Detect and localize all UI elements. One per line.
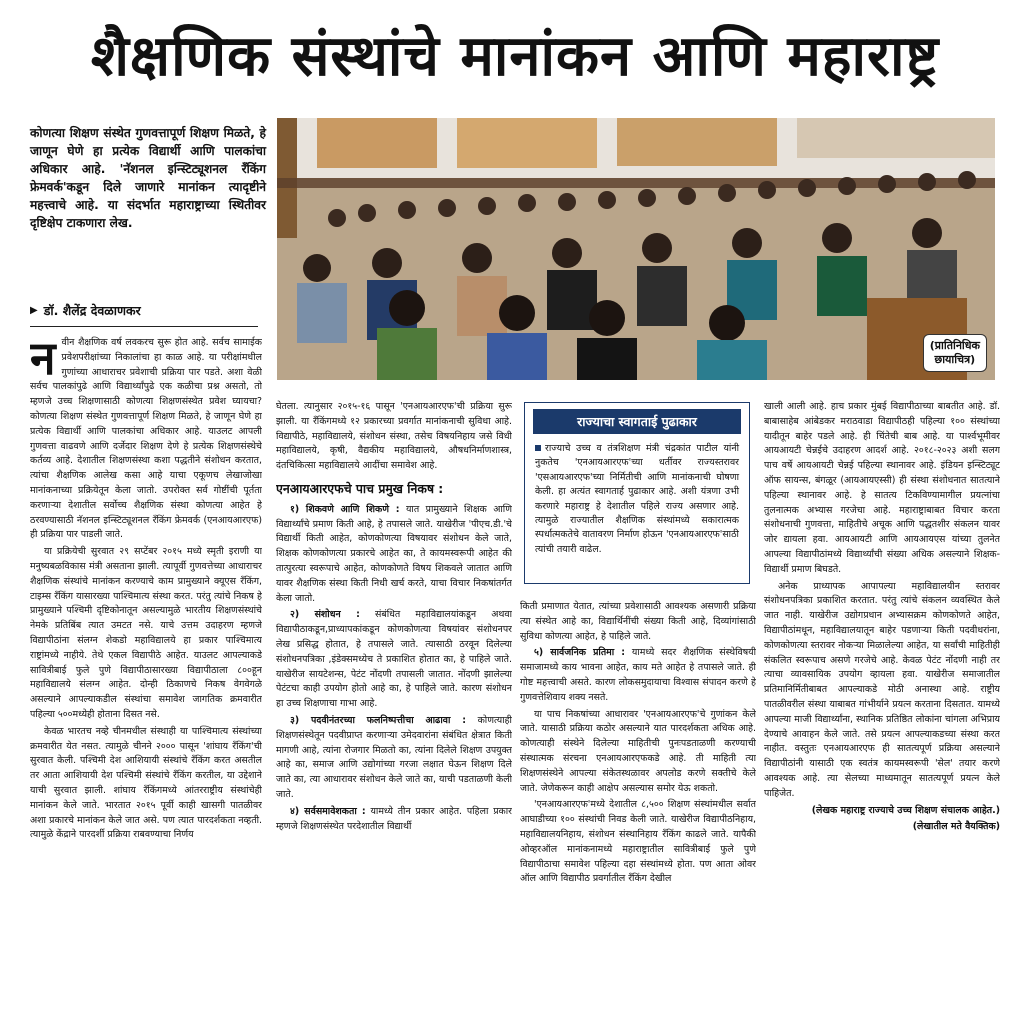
criteria-item-title: ५) सार्वजनिक प्रतिमा :	[534, 647, 626, 659]
author-name: डॉ. शैलेंद्र देवळाणकर	[43, 303, 141, 318]
criteria-item	[276, 503, 512, 607]
standfirst: कोणत्या शिक्षण संस्थेत गुणवत्तापूर्ण शिक्षण मिळते, हे जाणून घेणे हा प्रत्येक विद्यार्थी आणि पालकांचा अधिकार आहे. 'नॅशनल इन्स्टिट्यूशनल रँकिंग फ्रेमवर्क'कडून दिले जाणारे मानांकन त्यादृष्टीने महत्त्वाचे आहे. या संदर्भात महाराष्ट्राच्या स्थितीवर दृष्टिक्षेप टाकणारा लेख.	[30, 126, 266, 230]
sidebar-box	[524, 402, 750, 584]
criteria-item-title: ३) पदवीनंतरच्या फलनिष्पत्तीचा आढावा :	[290, 714, 467, 726]
disclaimer-note: (लेखातील मते वैयक्तिक)	[912, 821, 1000, 833]
author-note: (लेखक महाराष्ट्र राज्याचे उच्च शिक्षण संचालक आहेत.)	[811, 804, 1000, 816]
paragraph-text: वीन शैक्षणिक वर्ष लवकरच सुरू होत आहे. सर्वच सामाईक प्रवेशपरीक्षांच्या निकालांचा हा काळ आहे. या परीक्षांमधील गुणांच्या आधाराचर प्रवेशाची प्रक्रिया पार पडते. अशा वेळी सर्वच पालकांपुढे आणि विद्यार्थ्यांपुढे एक कळीचा प्रश्न असतो, तो म्हणजे उच्च शिक्षणासाठी कोणत्या शिक्षणसंस्थेत प्रवेश घ्यायचा? कोणत्या शिक्षण संस्थेत गुणवत्तापूर्ण शिक्षण मिळते, हे जाणून घेणे हा प्रत्येक विद्यार्थी आणि पालकांचा अधिकार आहे. याउलट आपली गुणवत्ता वाढवणे आणि दर्जेदार शिक्षण देणे हे प्रत्येक शिक्षणसंस्थेचे कर्तव्य आहे. देशातील शिक्षणसंस्था कशा पद्धतीने संशोधन करतात, त्यांचा शैक्षणिक आलेख कसा आहे याचा एकूणच लेखाजोखा मानांकनाच्या प्रक्रियेतून केला जातो. उपरोक्त सर्व गोष्टींची पूर्तता करणाऱ्या देशातील सर्वोच्च शैक्षणिक संस्था कोणत्या आहेत हे ठरवण्यासाठी नॅशनल इन्स्टिट्यूशनल रँकिंग फ्रेमवर्क (एनआयआरएफ) ही प्रक्रिया पार पाडली जाते.	[30, 337, 262, 541]
criteria-item-text: संबंधित महाविद्यालयांकडून अथवा विद्यापीठाकडून,प्राध्यापकांकडून कोणकोणत्या विषयांवर संशोधनपर लेख प्रसिद्ध होतात, हे तपासले जाते. त्यासाठी ठरवून दिलेल्या संशोधनपत्रिका ,इंडेक्समध्येच ते प्रकाशित होतात का, हे पाहिले जाते. याखेरीज सायटेशन्स, पेटंट नोंदणी तपासली जातात. नोंदणी झालेल्या पेटंटचा काही उपयोग होतो आहे का, हे पाहिले जाते. कारण संशोधन हा उच्च शिक्षणाचा गाभा आहे.	[276, 609, 512, 710]
criteria-item	[276, 608, 512, 712]
headline: शैक्षणिक संस्थांचे मानांकन आणि महाराष्ट्र	[90, 24, 940, 89]
paragraph: 'एनआयआरएफ'मध्ये देशातील ८,५०० शिक्षण संस्थांमधील सर्वात आघाडीच्या १०० संस्थांची निवड केली जाते. याखेरीज विद्यापीठनिहाय, महाविद्यालयनिहाय, संशोधन संस्थानिहाय रँकिंग काढले जाते. यापैकी ओव्हरऑल मानांकनामध्ये महाराष्ट्रातील सावित्रीबाई फुले पुणे विद्यापीठाचा समावेश पहिल्या दहा संस्थांमध्ये होता. पण आता ओवर ऑल आणि विद्यापीठ प्रवर्गातील रँकिंग देखील	[520, 799, 756, 885]
criteria-item-title: १) शिकवणे आणि शिकणे :	[290, 503, 400, 515]
criteria-item-text: यामध्ये तीन प्रकार आहेत. पहिला प्रकार म्हणजे शिक्षणसंस्थेत परदेशातील विद्यार्थी	[276, 805, 512, 832]
paragraph: घेतला. त्यानुसार २०१५-१६ पासून 'एनआयआरएफ'ची प्रक्रिया सुरू झाली. या रँकिंगमध्ये १२ प्रकारच्या प्रवर्गात मानांकनाची सुविधा आहे. विद्यापीठे, महाविद्यालये, संशोधन संस्था, तसेच विषयनिहाय जसे विधी महाविद्यालये, कृषी, वैद्यकीय महाविद्यालये, औषधनिर्माणशास्त्र, दंतचिकित्सा महाविद्यालये आदींचा समावेश आहे.	[276, 401, 512, 472]
criteria-item-text: कोणत्याही शिक्षणसंस्थेतून पदवीप्राप्त करणाऱ्या उमेदवारांना संबंधित क्षेत्रात किती मागणी आहे, त्यांना रोजगार मिळतो का, त्यांना दिलेले शिक्षण उपयुक्त आहे का, समाज आणि उद्योगांच्या गरजा लक्षात घेऊन शिक्षण दिले जाते का, त्या आधारावर संशोधन केले जाते का, याची पडताळणी केली जाते.	[276, 714, 512, 800]
paragraph: केवळ भारतच नव्हे चीनमधील संस्थाही या पाश्चिमात्य संस्थांच्या क्रमवारीत येत नसत. त्यामुळे चीनने २००० पासून 'शांघाय रँकिंग'ची सुरवात केली. पश्चिमी देश आशियायी संस्थांचे रँकिंग करत असतील तर आता आशियायी देश पश्चिमी संस्थांचे रँकिंग करतील, या उद्देशाने याची सुरवात झाली. शांघाय रँकिंगमध्ये आंतरराष्ट्रीय संस्थांचेही मानांकन केले जाते. भारतात २०१५ पूर्वी काही खासगी पातळीवर अशा प्रकारचे मानांकन केले जात असे. पण त्यात पारदर्शकता नव्हती. त्यामुळे केंद्राने पारदर्शी प्रक्रिया राबवण्याचा निर्णय	[30, 725, 262, 841]
subhead-criteria: एनआयआरएफचे पाच प्रमुख निकष :	[276, 480, 444, 496]
photo	[277, 118, 995, 380]
paragraph: अनेक प्राध्यापक आपापल्या महाविद्यालयीन स्तरावर संशोधनपत्रिका प्रकाशित करतात. परंतु त्यांचे संकलन व्यवस्थित केले जात नाही. याखेरीज उद्योगप्रधान अभ्यासक्रम कोणकोणते आहेत, विद्यापीठांमधून, महाविद्यालयातून बाहेर पडणाऱ्या किती पदवीधरांना, कोणकोणत्या स्तरावर नोकऱ्या मिळालेल्या आहेत, या सर्वांची माहितीही संकलित स्वरूपाच असणे गरजेचे आहे. केवळ पेटंट नोंदणी नाही तर त्याचा व्यावसायिक उपयोग व्हायला हवा. याखेरीज समाजातील प्रतिमानिर्मितीबाबत आपल्याकडे मोठी अनास्था आहे. राष्ट्रीय पातळीवरील संस्था याबाबत गांभीर्याने प्रयत्न करताना दिसतात. यामध्ये आपल्या माजी विद्यार्थ्यांना, स्थानिक प्रतिष्ठित लोकांना चांगला अभिप्राय देण्याचे आवाहन केले जाते. तसे प्रयत्न आपल्याकडच्या संस्था करत नाहीत. वस्तुतः एनआयआरएफ ही सातत्यपूर्ण प्रक्रिया असल्याने विद्यापीठांनी यासाठी एक स्वतंत्र कायमस्वरूपी 'सेल' तयार करणे आवश्यक आहे. त्या सेलच्या माध्यमातून सातत्यपूर्ण प्रयत्न केले पाहिजेत.	[764, 580, 1000, 799]
photo-credit-line-2: छायाचित्र)	[934, 353, 976, 366]
dropcap: न	[30, 336, 56, 385]
sidebar-box-body	[525, 440, 749, 559]
byline-arrow-icon: ▶	[30, 305, 38, 316]
classroom-photo	[277, 118, 995, 380]
criteria-item-text: यात प्रामुख्याने शिक्षक आणि विद्यार्थ्यांचे प्रमाण किती आहे, हे तपासले जाते. याखेरीज 'पीएच.डी.'चे विद्यार्थी किती आहेत, कोणकोणत्या विषयावर संशोधन केले जाते, शिक्षक कोणकोणत्या प्रकारचे आहेत का, ते कायमस्वरूपी आहेत की तात्पुरत्या स्वरूपाचे आहेत, कोणकोणते विषय शिकवले जातात आणि यावर शैक्षणिक संस्था किती निधी खर्च करते, याचा विचार निकषांतर्गत केला जातो.	[276, 503, 512, 604]
criteria-item	[276, 714, 512, 803]
paragraph: किती प्रमाणात येतात, त्यांच्या प्रवेशासाठी आवश्यक असणारी प्रक्रिया त्या संस्थेत आहे का, विद्यार्थिनींची संख्या किती आहे, दिव्यांगांसाठी सुविधा कोणत्या आहेत, हे पाहिले जाते.	[520, 601, 756, 642]
photo-credit-line-1: (प्रातिनिधिक	[929, 339, 980, 352]
column-3	[520, 600, 756, 1000]
paragraph: या पाच निकषांच्या आधारावर 'एनआयआरएफ'चे गुणांकन केले जाते. यासाठी प्रक्रिया कठोर असल्याने यात पारदर्शकता अधिक आहे. कोणत्याही संस्थेने दिलेल्या माहितीची पुनःपडताळणी करण्याची संस्थात्मक संरचना एनआयआरएफकडे आहे. ती माहिती त्या शिक्षणसंस्थेने आपल्या संकेतस्थळावर अपलोड करणे सक्तीचे केले जाते. जेणेकरून काही आक्षेप असल्यास समोर येऊ शकतो.	[520, 708, 756, 794]
photo-credit	[923, 334, 987, 372]
byline	[30, 302, 266, 319]
criteria-item-title: २) संशोधन :	[290, 609, 360, 621]
sidebar-box-text: राज्याचे उच्च व तंत्रशिक्षण मंत्री चंद्रकांत पाटील यांनी नुकतेच 'एनआयआरएफ'च्या धर्तीवर राज्यस्तरावर 'एसआयआरएफ'च्या निर्मितीची आणि मानांकनाची घोषणा केली. हा अत्यंत स्वागतार्ह पुढाकार आहे. अशी यंत्रणा उभी करणारे महाराष्ट्र हे देशातील पहिले राज्य असणार आहे. त्यामुळे राज्यातील शैक्षणिक संस्थांमध्ये सकारात्मक स्पर्धात्मकतेचे वातावरण निर्माण होऊन 'एनआयआरएफ'साठी त्यांची तयारी वाढेल.	[535, 443, 739, 555]
criteria-item	[276, 805, 512, 835]
sidebar-box-title: राज्याचा स्वागताई पुढाकार	[533, 409, 741, 434]
column-4	[764, 400, 1000, 1000]
criteria-item-text: यामध्ये सदर शैक्षणिक संस्थेविषयी समाजामध्ये काय भावना आहेत, काय मते आहेत हे तपासले जाते. ही गोष्ट महत्त्वाची असते. कारण लोकसमुदायाचा विश्वास संपादन करणे हे गुणवत्तेशिवाय शक्य नसते.	[520, 647, 756, 703]
column-2	[276, 400, 512, 1000]
paragraph: या प्रक्रियेची सुरवात २९ सप्टेंबर २०१५ मध्ये स्मृती इराणी या मनुष्यबळविकास मंत्री असताना झाली. त्यापूर्वी गुणवत्तेच्या आधाराचर शैक्षणिक संस्थांचे मानांकन करण्याचे काम प्रामुख्याने क्यूएस रँकिंग, टाइम्स रँकिंग यासारख्या पाश्चिमात्य संस्था करत. परंतु त्यांचे निकष हे प्रामुख्याने पश्चिमी दृष्टिकोनातून असल्यामुळे भारतीय शिक्षणसंस्थांचे नेमके प्रतिबिंब त्यात उमटत नसे. याचे उत्तम उदाहरण म्हणजे विद्यापीठांना संलग्न शेकडो महाविद्यालये हा प्रकार पाश्चिमात्य राष्ट्रांमध्ये नाहीये. तेथे एकल विद्यापीठे आहेत. याउलट आपल्याकडे सावित्रीबाई फुले पुणे विद्यापीठासारख्या विद्यापीठाला ८००हून महाविद्यालये संलग्न आहेत. दोन्ही ठिकाणचे निकष वेगवेगळे असल्याने आपल्याकडील संस्थांचा समावेश जागतिक क्रमवारीत पहिल्या ५००मध्येही होताना दिसत नसे.	[30, 546, 262, 720]
column-1	[30, 336, 262, 996]
byline-divider	[30, 326, 258, 327]
paragraph: खाली आली आहे. हाच प्रकार मुंबई विद्यापीठाच्या बाबतीत आहे. डॉ. बाबासाहेब आंबेडकर मराठवाडा विद्यापीठही पहिल्या १०० संस्थांच्या यादीतून बाहेर पडले आहे. ही चिंतेची बाब आहे. या पार्श्वभूमीवर आयआयटी चेन्नईचे उदाहरण आदर्श आहे. २०१८-२०२३ अशी सलग पाच वर्षे आयआयटी चेन्नई पहिल्या स्थानावर आहे. इंडियन इन्स्टिट्यूट ऑफ सायन्स, बंगळूर (आयआयएस्सी) ही संस्था संशोधनात सातत्याने पहिल्या स्थानावर आहे. हे सातत्य टिकविण्यामागील प्रयत्नांचा तुलनात्मक अभ्यास गरजेचा आहे. महाराष्ट्राबाबत विचार करता संशोधनाची गुणवत्ता, माहितीचे अचूक आणि पद्धतशीर संकलन यावर जोर द्यायला हवा. आयआयटी आणि आयआयएस यांच्या तुलनेत आपल्या विद्यापीठांमध्ये विद्यार्थ्यांची संख्या अधिक असल्याने शिक्षक-विद्यार्थी प्रमाण बिघडते.	[764, 401, 1000, 575]
criteria-item-title: ४) सर्वसमावेशकता :	[290, 805, 366, 817]
paragraph	[30, 336, 262, 543]
criteria-item	[520, 646, 756, 705]
bullet-icon	[535, 445, 541, 451]
